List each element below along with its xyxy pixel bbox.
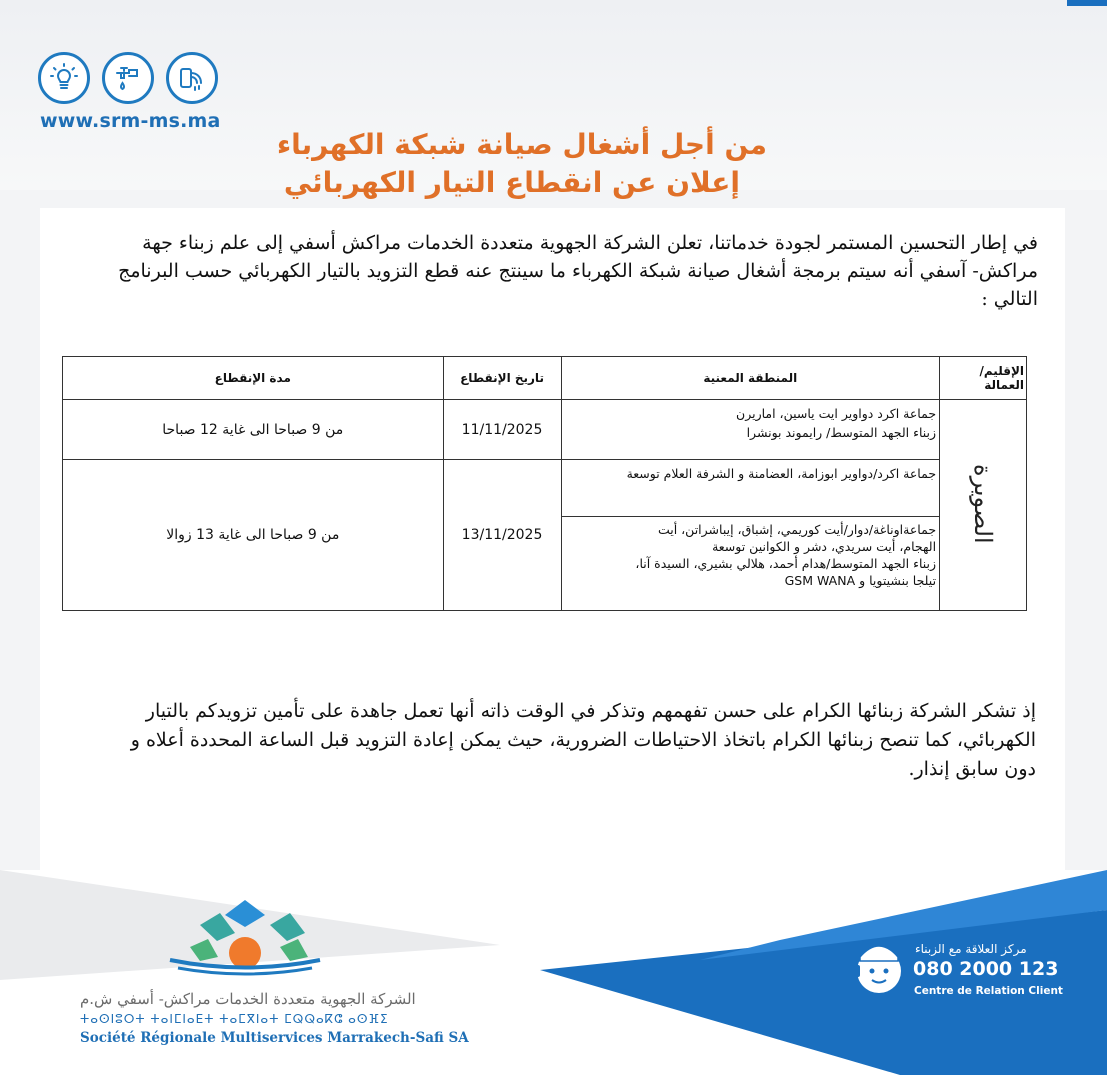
srm-logo	[150, 895, 340, 985]
header-area: المنطقة المعنية	[561, 357, 940, 400]
call-center-label-french: Centre de Relation Client	[914, 985, 1063, 997]
lightbulb-icon	[38, 52, 90, 104]
duration-cell: من 9 صباحا الى غاية 12 صباحا	[63, 400, 444, 460]
outage-schedule-table	[62, 356, 1027, 611]
header-duration: مدة الإنقطاع	[63, 357, 444, 400]
website-url[interactable]: www.srm-ms.ma	[40, 110, 221, 132]
area-cell	[561, 460, 940, 517]
table-header-row	[63, 357, 1027, 400]
province-name: الصويرة	[969, 463, 998, 544]
area-cell	[561, 517, 940, 611]
company-name-arabic: الشركة الجهوية متعددة الخدمات مراكش- أسفي ش.م	[80, 990, 416, 1008]
call-center-phone[interactable]: 080 2000 123	[913, 958, 1059, 980]
date-cell: 11/11/2025	[443, 400, 561, 460]
top-corner-accent	[1067, 0, 1107, 6]
call-center-label-arabic: مركز العلاقة مع الزبناء	[915, 942, 1027, 956]
area-line: جماعةاوناغة/دوار/أيت كوريمي، إشباق، إيباشراتن، أيت	[657, 522, 937, 537]
area-cell	[561, 400, 940, 460]
area-line: تيلجا بنشيتويا و GSM WANA	[784, 573, 937, 588]
area-line: زبناء الجهد المتوسط/هدام أحمد، هلالي بشيري، السيدة آنا،	[635, 556, 937, 571]
customer-service-agent-icon	[850, 935, 908, 997]
header-province: الإقليم/العمالة	[940, 357, 1027, 400]
area-line: جماعة اكرد/دواوير ابوزامة، العضامنة و الشرفة العلام توسعة	[626, 466, 937, 481]
area-line: الهجام، أيت سريدي، دشر و الكوانين توسعة	[712, 539, 937, 554]
province-cell	[940, 400, 1027, 611]
announcement-title: إعلان عن انقطاع التيار الكهربائي	[283, 166, 740, 199]
service-icons	[38, 52, 218, 104]
sanitation-icon	[166, 52, 218, 104]
table-row	[63, 400, 1027, 460]
company-name-tifinagh: ⵜⴰⵙⵏⵓⵔⵜ ⵜⴰⵏⵎⵏⴰⴹⵜ ⵜⴰⵎⴳⵏⴰⵜ ⵎⵕⵕⴰⴽⵛ ⴰⵙⴼⵉ	[80, 1012, 389, 1026]
company-name-french: Société Régionale Multiservices Marrakech-Safi SA	[80, 1030, 469, 1046]
water-tap-icon	[102, 52, 154, 104]
table-row	[63, 460, 1027, 517]
header-date: تاريخ الإنقطاع	[443, 357, 561, 400]
intro-paragraph: في إطار التحسين المستمر لجودة خدماتنا، تعلن الشركة الجهوية متعددة الخدمات مراكش أسفي إلى علم زبناء جهة مراكش- آسفي أنه سيتم برمجة أشغال صيانة شبكة الكهرباء ما سينتج عنه قطع التزويد بالتيار الكهربائي حسب البرنامج التالي :	[118, 232, 1038, 310]
announcement-subtitle: من أجل أشغال صيانة شبكة الكهرباء	[276, 128, 767, 161]
area-line: جماعة اكرد دواوير ايت ياسين، اماريرن	[736, 406, 937, 421]
closing-paragraph: إذ تشكر الشركة زبنائها الكرام على حسن تفهمهم وتذكر في الوقت ذاته أنها تعمل جاهدة على تأمين تزويدكم بالتيار الكهربائي، كما تنصح زبنائها الكرام باتخاذ الاحتياطات الضرورية، حيث يمكن إعادة التزويد قبل الساعة المحددة أعلاه و دون سابق إنذار.	[130, 700, 1036, 780]
duration-cell: من 9 صباحا الى غاية 13 زوالا	[63, 460, 444, 611]
area-line: زبناء الجهد المتوسط/ رايموند بونشرا	[746, 425, 937, 440]
date-cell: 13/11/2025	[443, 460, 561, 611]
